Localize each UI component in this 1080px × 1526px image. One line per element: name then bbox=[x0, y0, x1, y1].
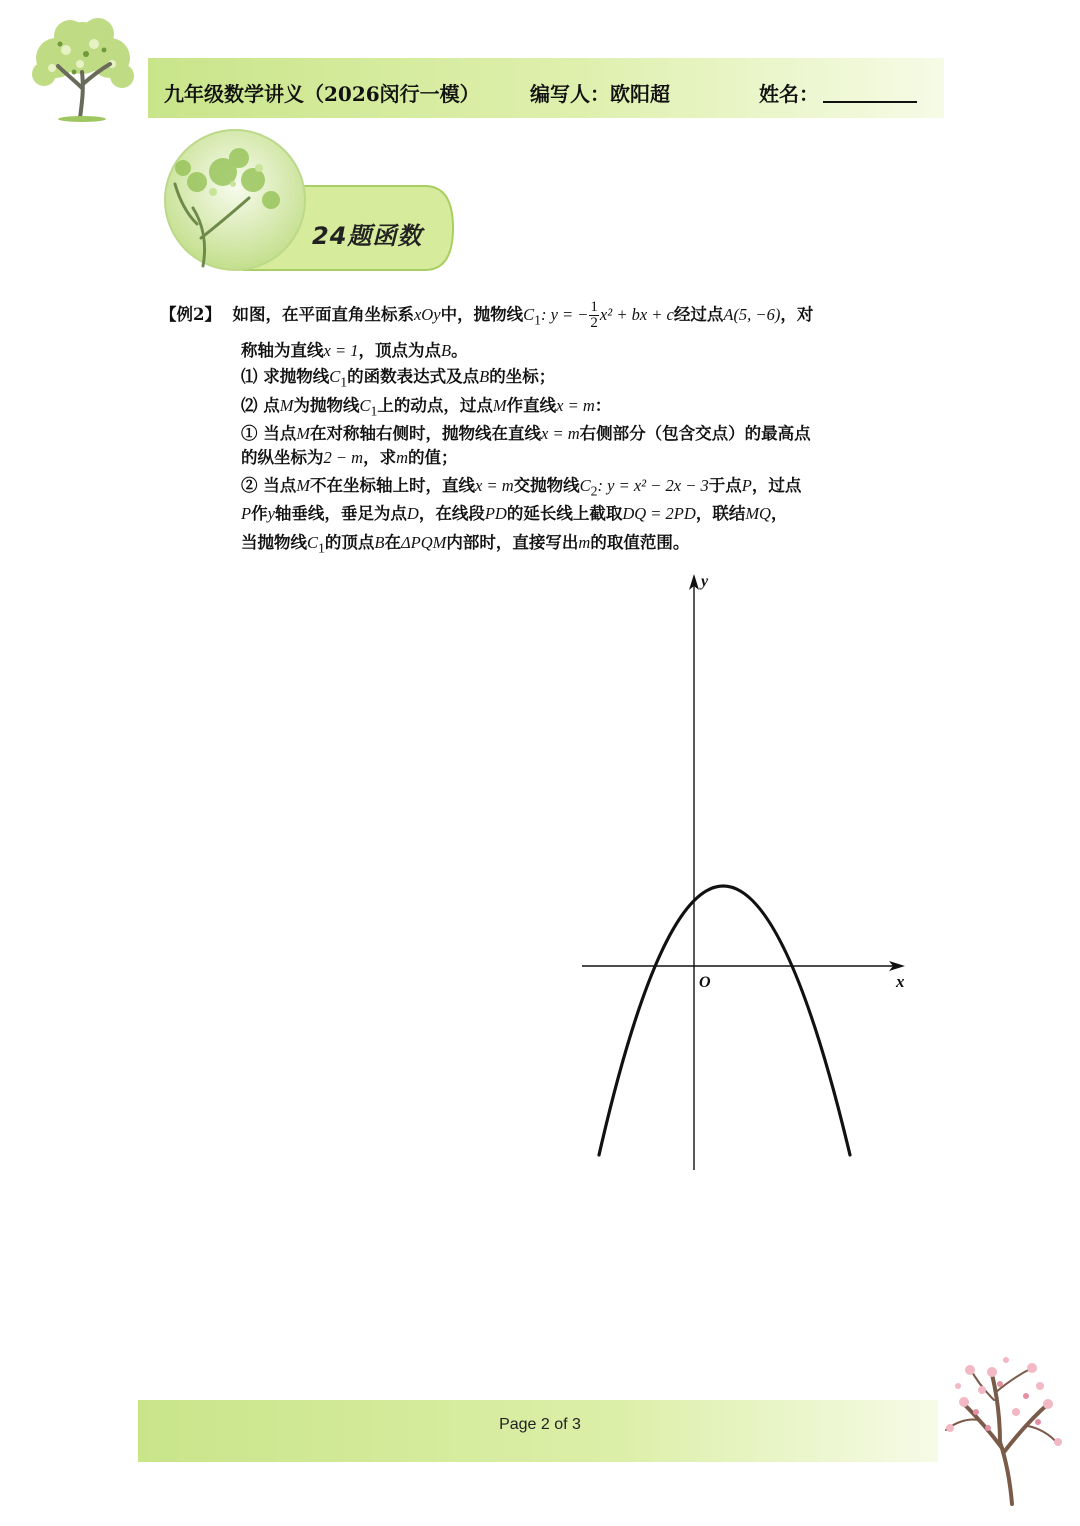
sub-question-2-line-2: P作y轴垂线，垂足为点D，在线段PD的延长线上截取DQ = 2PD，联结MQ， bbox=[241, 504, 788, 523]
problem-label: 【例2】 bbox=[160, 305, 221, 324]
author-label: 编写人：欧阳超 bbox=[530, 82, 670, 106]
section-title: 24题函数 bbox=[312, 222, 423, 250]
blossom-tree-decoration bbox=[930, 1352, 1070, 1507]
parabola-curve bbox=[599, 886, 850, 1155]
tree-logo bbox=[22, 14, 144, 124]
section-banner bbox=[163, 128, 463, 278]
name-blank-line bbox=[823, 101, 917, 103]
page-number: Page 2 of 3 bbox=[499, 1416, 581, 1433]
part-2: ⑵ 点M为抛物线$C_1$上的动点，过点M作直线x = m： bbox=[241, 396, 612, 419]
part-1: ⑴ 求抛物线$C_1$的函数表达式及点B的坐标； bbox=[241, 367, 556, 390]
x-axis-label: x bbox=[896, 972, 905, 991]
sub-question-1-line-1: ① 当点M在对称轴右侧时，抛物线在直线x = m右侧部分（包含交点）的最高点 bbox=[241, 424, 811, 443]
problem-line-2: 称轴为直线x = 1，顶点为点B。 bbox=[241, 341, 468, 360]
origin-label: O bbox=[699, 974, 711, 991]
name-label: 姓名： bbox=[759, 82, 819, 106]
problem-line-1: 【例2】 如图，在平面直角坐标系xOy中，抛物线$C_1$: y = − $\frac{1}{2}$ x² + bx + c经过点A(5, −6)，对 bbox=[160, 299, 814, 331]
y-axis-label: y bbox=[701, 573, 709, 590]
course-title: 九年级数学讲义（2026闵行一模） bbox=[164, 82, 480, 106]
sub-question-2-line-1: ② 当点M不在坐标轴上时，直线x = m交抛物线$C_2$: y = x² − 2x − 3于点P，过点 bbox=[241, 476, 802, 499]
sub-question-1-line-2: 的纵坐标为2 − m，求m的值； bbox=[241, 448, 458, 467]
coordinate-graph bbox=[575, 570, 915, 1180]
sub-question-2-line-3: 当抛物线$C_1$的顶点B在ΔPQM内部时，直接写出m的取值范围。 bbox=[241, 533, 690, 556]
fraction-one-half: $\frac{1}{2}$ bbox=[590, 299, 598, 331]
